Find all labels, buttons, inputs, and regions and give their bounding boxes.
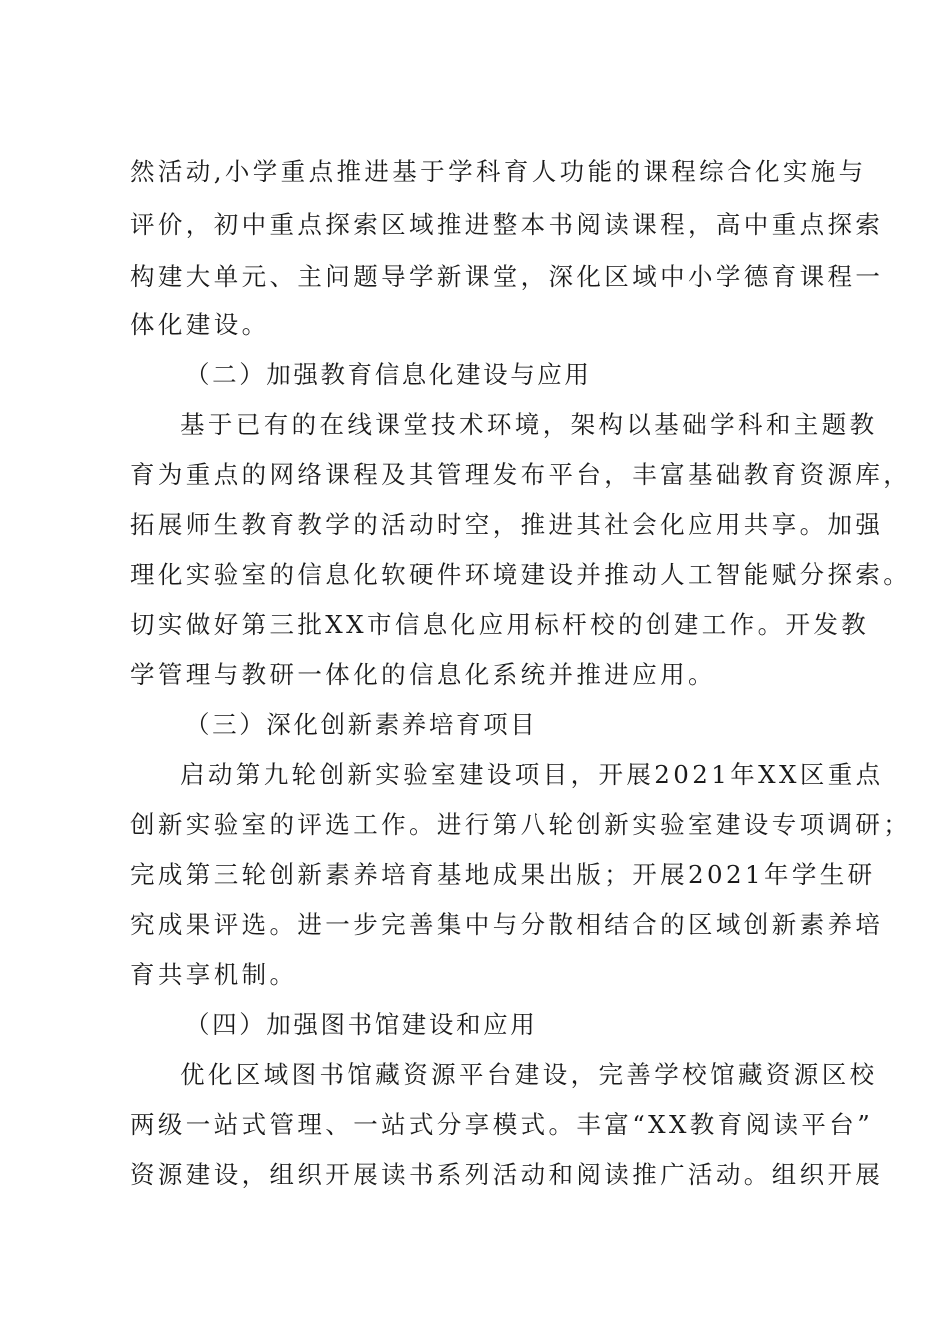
body-line: 育共享机制。 [130,960,298,989]
body-line: 体化建设。 [130,310,270,339]
paragraph-start-line: 优化区域图书馆藏资源平台建设，完善学校馆藏资源区校 [180,1060,878,1089]
paragraph-start-line: 启动第九轮创新实验室建设项目，开展2021年XX区重点 [180,760,884,789]
body-line: 究成果评选。进一步完善集中与分散相结合的区域创新素养培 [130,910,884,939]
body-line: 拓展师生教育教学的活动时空，推进其社会化应用共享。加强 [130,510,884,539]
body-line: 资源建设，组织开展读书系列活动和阅读推广活动。组织开展 [130,1160,884,1189]
body-line: 两级一站式管理、一站式分享模式。丰富“XX教育阅读平台” [130,1110,874,1139]
body-line: 理化实验室的信息化软硬件环境建设并推动人工智能赋分探索。 [130,560,912,589]
body-line: 学管理与教研一体化的信息化系统并推进应用。 [130,660,716,689]
section-heading-4: （四）加强图书馆建设和应用 [185,1010,538,1039]
body-line: 切实做好第三批XX市信息化应用标杆校的创建工作。开发教 [130,610,870,639]
body-line: 完成第三轮创新素养培育基地成果出版；开展2021年学生研 [130,860,876,889]
body-line: 构建大单元、主问题导学新课堂，深化区域中小学德育课程一 [130,262,884,291]
section-heading-2: （二）加强教育信息化建设与应用 [185,360,592,389]
body-line: 评价，初中重点探索区域推进整本书阅读课程，高中重点探索 [130,210,884,239]
body-line: 然活动,小学重点推进基于学科育人功能的课程综合化实施与 [130,157,867,186]
body-line: 创新实验室的评选工作。进行第八轮创新实验室建设专项调研； [130,810,912,839]
paragraph-start-line: 基于已有的在线课堂技术环境，架构以基础学科和主题教 [180,410,878,439]
section-heading-3: （三）深化创新素养培育项目 [185,710,538,739]
body-line: 育为重点的网络课程及其管理发布平台，丰富基础教育资源库， [130,460,912,489]
